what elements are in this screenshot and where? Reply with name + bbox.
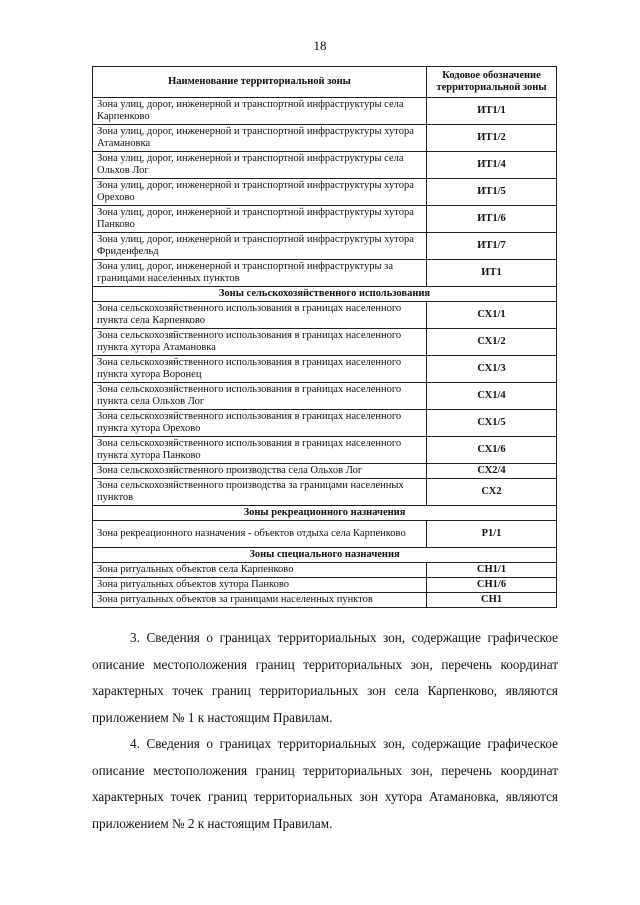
- table-row: [93, 125, 557, 152]
- paragraph: 3. Сведения о границах территориальных зон, содержащие графическое описание местоположения границ территориальных зон, перечень координат характерных точек границ территориальных зон села Карпенково, являются приложением № 1 к настоящим Правилам.: [92, 630, 558, 725]
- table-row: [93, 206, 557, 233]
- table-row: [93, 98, 557, 125]
- table-row: [93, 578, 557, 593]
- zone-name: Зона ритуальных объектов за границами населенных пунктов: [93, 593, 427, 608]
- table-row: [93, 521, 557, 548]
- zone-name: Зона сельскохозяйственного использования в границах населенного пункта хутора Атамановка: [93, 329, 427, 356]
- zone-name: Зона сельскохозяйственного использования в границах населенного пункта хутора Панково: [93, 437, 427, 464]
- zone-code: СХ1/1: [427, 302, 557, 329]
- zone-name: Зона улиц, дорог, инженерной и транспортной инфраструктуры хутора Фриденфельд: [93, 233, 427, 260]
- section-title: Зоны сельскохозяйственного использования: [93, 287, 557, 302]
- table-row: [93, 260, 557, 287]
- page-number: 18: [313, 38, 327, 53]
- header-zone-name: Наименование территориальной зоны: [93, 67, 427, 98]
- zone-name: Зона улиц, дорог, инженерной и транспортной инфраструктуры хутора Атамановка: [93, 125, 427, 152]
- zone-code: СХ1/2: [427, 329, 557, 356]
- table-row: [93, 437, 557, 464]
- table-row: [93, 152, 557, 179]
- zone-name: Зона сельскохозяйственного использования в границах населенного пункта села Ольхов Лог: [93, 383, 427, 410]
- table-row: [93, 179, 557, 206]
- zone-name: Зона сельскохозяйственного производства за границами населенных пунктов: [93, 479, 427, 506]
- zone-code: ИТ1/7: [427, 233, 557, 260]
- zone-name: Зона улиц, дорог, инженерной и транспортной инфраструктуры за границами населенных пунктов: [93, 260, 427, 287]
- zone-code: СХ2: [427, 479, 557, 506]
- body-text: [92, 625, 558, 837]
- zone-name: Зона сельскохозяйственного использования в границах населенного пункта хутора Орехово: [93, 410, 427, 437]
- zone-name: Зона сельскохозяйственного производства села Ольхов Лог: [93, 464, 427, 479]
- zone-code: ИТ1/2: [427, 125, 557, 152]
- table-section-row: [93, 287, 557, 302]
- paragraph: 4. Сведения о границах территориальных зон, содержащие графическое описание местоположения границ территориальных зон, перечень координат характерных точек границ территориальных зон хутора Атамановка, являются приложением № 2 к настоящим Правилам.: [92, 736, 558, 831]
- zone-code: СХ2/4: [427, 464, 557, 479]
- table-header-row: [93, 67, 557, 98]
- table-body: [93, 98, 557, 608]
- table-row: [93, 383, 557, 410]
- zone-name: Зона сельскохозяйственного использования в границах населенного пункта села Карпенково: [93, 302, 427, 329]
- section-title: Зоны рекреационного назначения: [93, 506, 557, 521]
- table-section-row: [93, 506, 557, 521]
- zone-name: Зона рекреационного назначения - объектов отдыха села Карпенково: [93, 521, 427, 548]
- table-row: [93, 464, 557, 479]
- zone-code: СН1: [427, 593, 557, 608]
- zone-code: СХ1/3: [427, 356, 557, 383]
- table-row: [93, 329, 557, 356]
- zone-code: ИТ1/6: [427, 206, 557, 233]
- zone-name: Зона сельскохозяйственного использования в границах населенного пункта хутора Воронец: [93, 356, 427, 383]
- section-title: Зоны специального назначения: [93, 548, 557, 563]
- zone-code: СН1/1: [427, 563, 557, 578]
- zone-code: СХ1/4: [427, 383, 557, 410]
- zone-code: СХ1/6: [427, 437, 557, 464]
- table-row: [93, 356, 557, 383]
- zone-code: ИТ1/1: [427, 98, 557, 125]
- zones-table: [92, 66, 557, 608]
- zone-name: Зона улиц, дорог, инженерной и транспортной инфраструктуры села Ольхов Лог: [93, 152, 427, 179]
- zone-code: ИТ1/4: [427, 152, 557, 179]
- table-section-row: [93, 548, 557, 563]
- header-zone-code: Кодовое обозначение территориальной зоны: [427, 67, 557, 98]
- table-row: [93, 479, 557, 506]
- zone-code: Р1/1: [427, 521, 557, 548]
- table-row: [93, 563, 557, 578]
- table-row: [93, 302, 557, 329]
- zone-name: Зона улиц, дорог, инженерной и транспортной инфраструктуры хутора Орехово: [93, 179, 427, 206]
- zone-name: Зона ритуальных объектов хутора Панково: [93, 578, 427, 593]
- zone-code: ИТ1: [427, 260, 557, 287]
- zone-code: СН1/6: [427, 578, 557, 593]
- table-row: [93, 593, 557, 608]
- zone-name: Зона ритуальных объектов села Карпенково: [93, 563, 427, 578]
- zone-name: Зона улиц, дорог, инженерной и транспортной инфраструктуры села Карпенково: [93, 98, 427, 125]
- zone-code: ИТ1/5: [427, 179, 557, 206]
- zone-name: Зона улиц, дорог, инженерной и транспортной инфраструктуры хутора Панково: [93, 206, 427, 233]
- table-row: [93, 410, 557, 437]
- zone-code: СХ1/5: [427, 410, 557, 437]
- table-row: [93, 233, 557, 260]
